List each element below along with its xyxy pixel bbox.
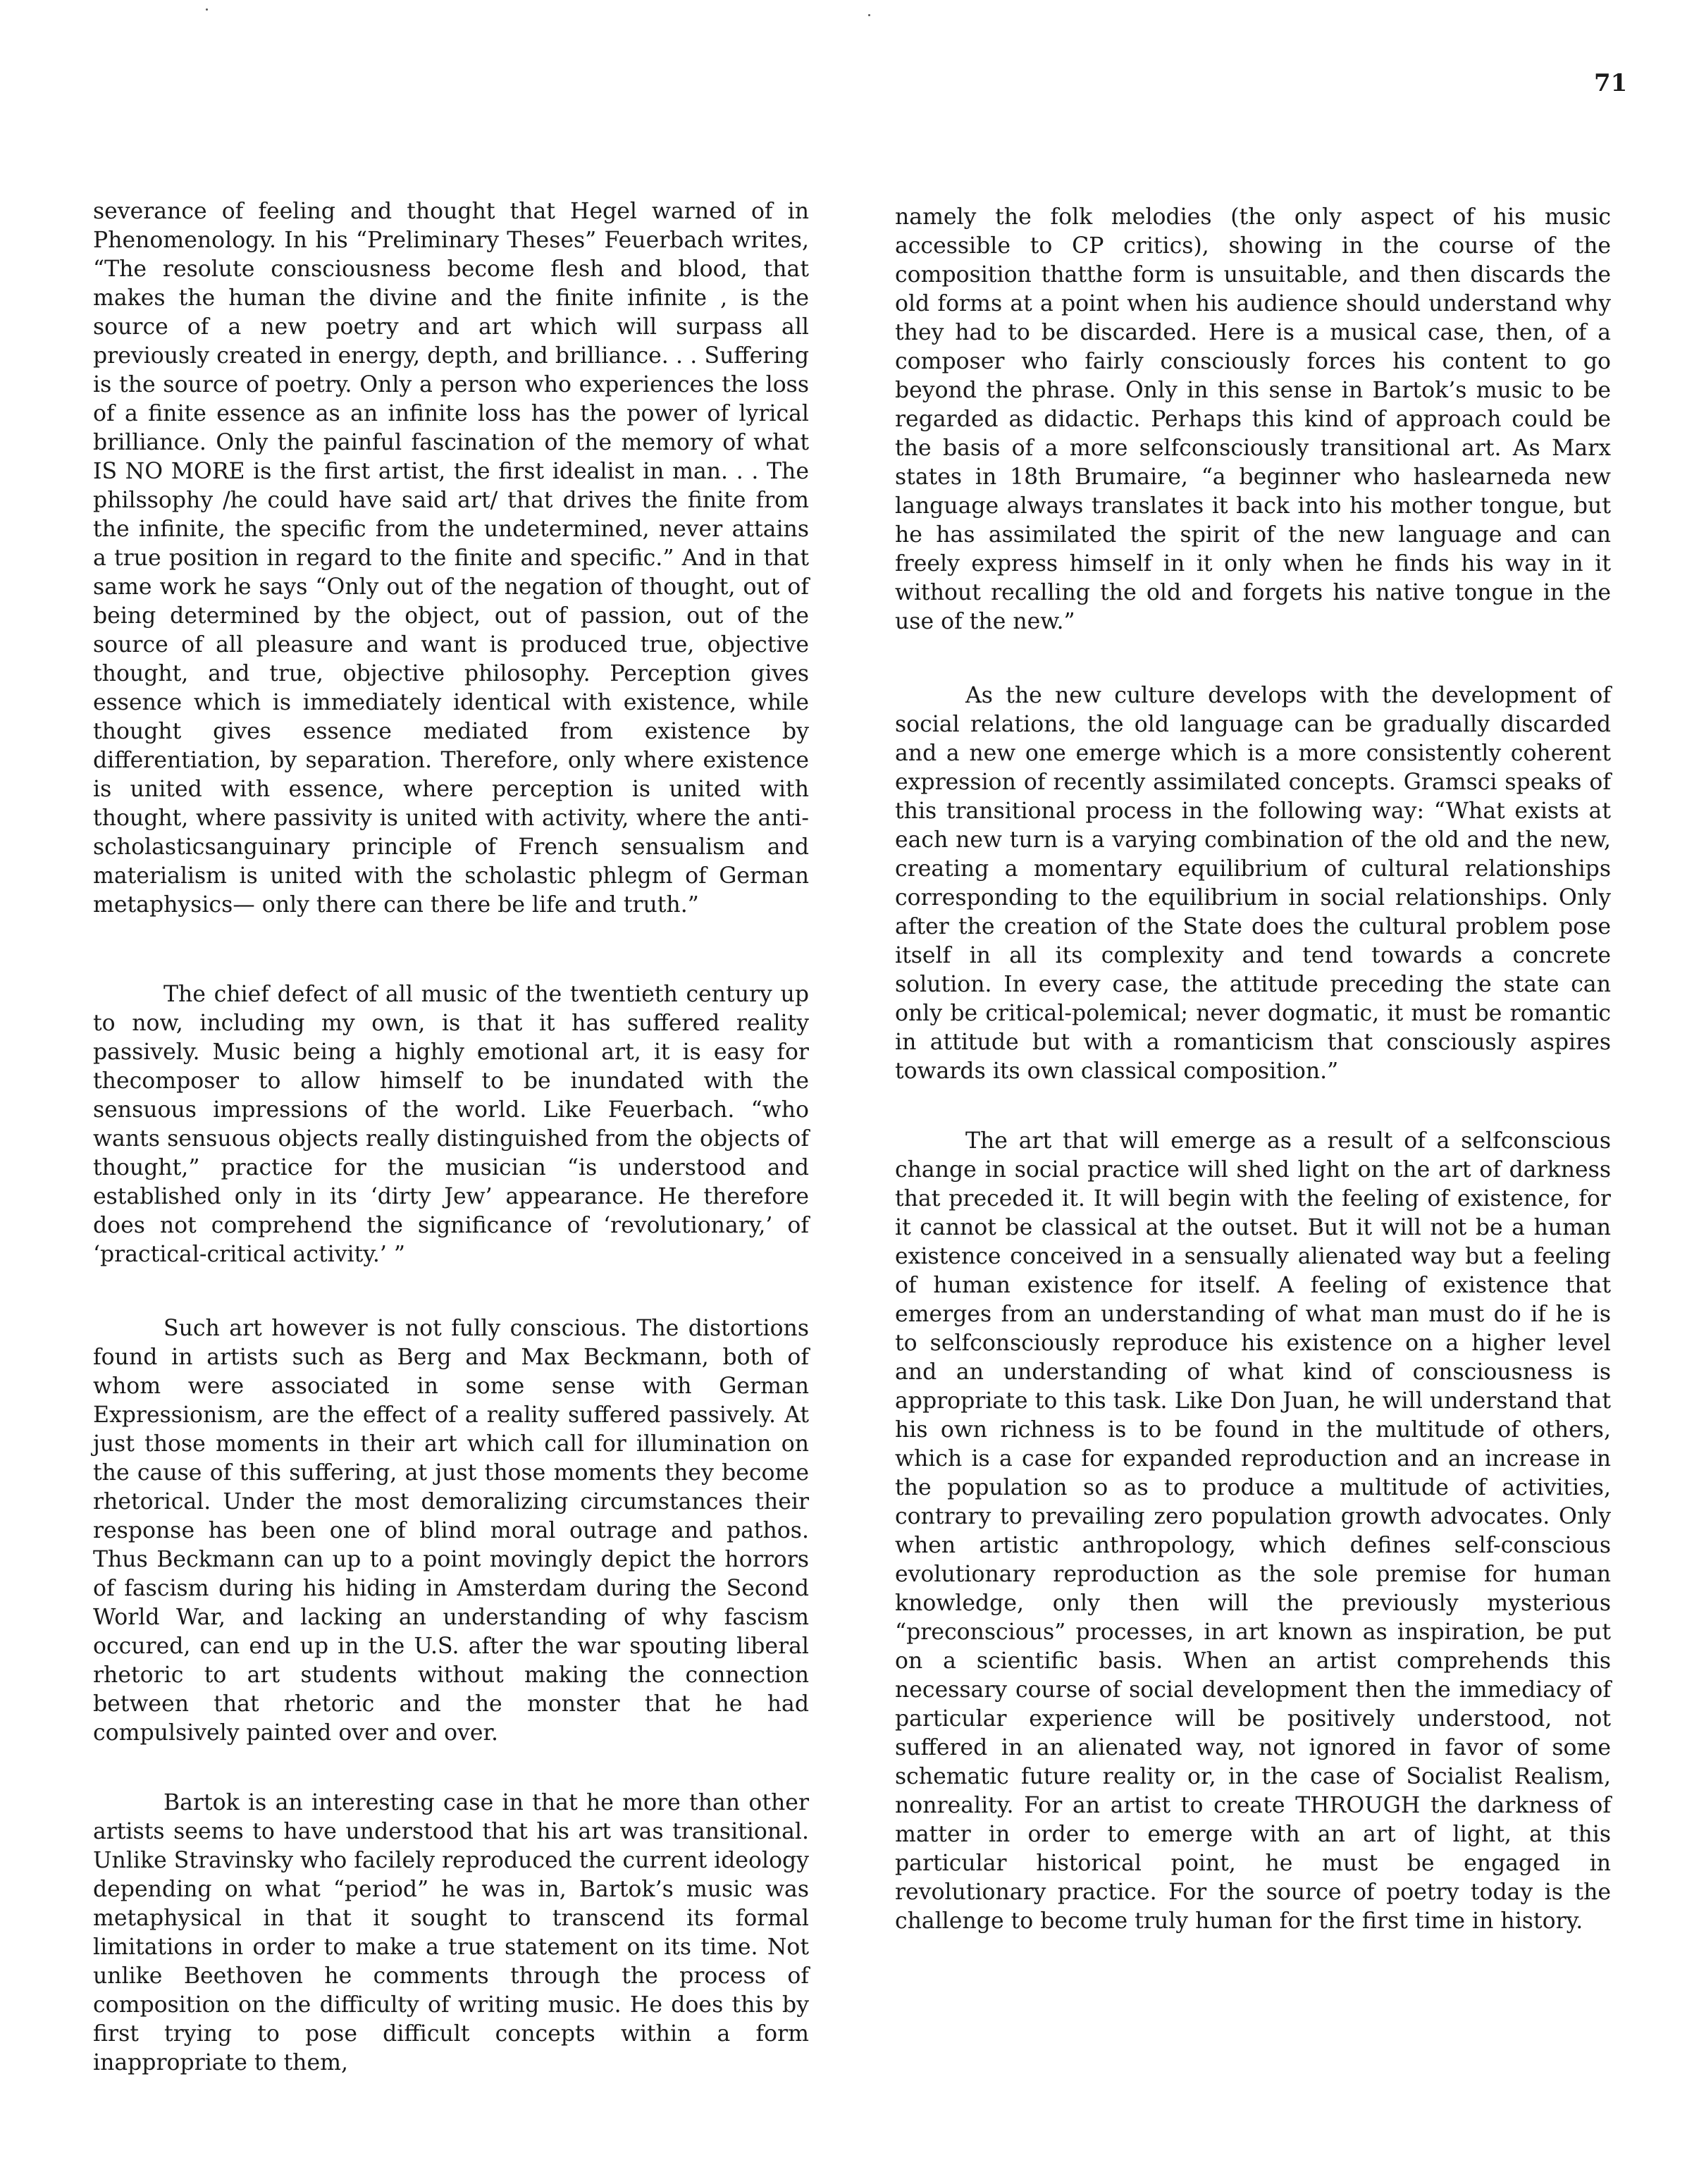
paragraph: As the new culture develops with the development of social relations, the old language can be gradually discarded and a new one emerge which is a more consistently coherent expression of recently assimilated concepts. Gramsci speaks of this transitional process in the following way: “What exists at each new turn is a varying combination of the old and the new, creating a momentary equilibrium of cultural relationships corresponding to the equilibrium in social relationships. Only after the creation of the State does the cultural problem pose itself in all its complexity and tend towards a concrete solution. In every case, the attitude preceding the state can only be critical-polemical; never dogmatic, it must be romantic in attitude but with a romanticism that consciously aspires towards its own classical composition.” — [895, 683, 1611, 1084]
paragraph: namely the folk melodies (the only aspect of his music accessible to CP critics), showing in the course of the composition thatthe form is unsuitable, and then discards the old forms at a point when his audience should understand why they had to be discarded. Here is a musical case, then, of a composer who fairly consciously forces his content to go beyond the phrase. Only in this sense in Bartok’s music to be regarded as didactic. Perhaps this kind of approach could be the basis of a more selfconsciously transitional art. As Marx states in 18th Brumaire, “a beginner who haslearneda new language always translates it back into his mother tongue, but he has assimilated the spirit of the new language and can freely express himself in it only when he finds his way in it without recalling the old and forgets his native tongue in the use of the new.” — [895, 204, 1611, 634]
scan-speck — [206, 8, 208, 11]
right-column — [895, 203, 1611, 1936]
scan-speck — [868, 14, 870, 16]
paragraph: Such art however is not fully conscious. The distortions found in artists such as Berg and Max Beckmann, both of whom were associated in some sense with German Expressionism, are the effect of a reality suffered passively. At just those moments in their art which call for illumination on the cause of this suffering, at just those moments they become rhetorical. Under the most demoralizing circumstances their response has been one of blind moral outrage and pathos. Thus Beckmann can up to a point movingly depict the horrors of fascism during his hiding in Amsterdam during the Second World War, and lacking an understanding of why fascism occured, can end up in the U.S. after the war spouting liberal rhetoric to art students without making the connection between that rhetoric and the monster that he had compulsively painted over and over. — [93, 1316, 809, 1746]
paragraph: Bartok is an interesting case in that he more than other artists seems to have understood that his art was transitional. Unlike Stravinsky who facilely reproduced the current ideology depending on what “period” he was in, Bartok’s music was metaphysical in that it sought to transcend its formal limitations in order to make a true statement on its time. Not unlike Beethoven he comments through the process of composition on the difficulty of writing music. He does this by first trying to pose difficult concepts within a form inappropriate to them, — [93, 1790, 809, 2075]
left-column — [93, 197, 809, 2078]
page-number: 71 — [1594, 69, 1628, 97]
paragraph: severance of feeling and thought that Hegel warned of in Phenomenology. In his “Preliminary Theses” Feuerbach writes, “The resolute consciousness become flesh and blood, that makes the human the divine and the finite infinite , is the source of a new poetry and art which will surpass all previously created in energy, depth, and brilliance. . . Suffering is the source of poetry. Only a person who experiences the loss of a finite essence as an infinite loss has the power of lyrical brilliance. Only the painful fascination of the memory of what IS NO MORE is the first artist, the first idealist in man. . . The philssophy /he could have said art/ that drives the finite from the infinite, the specific from the undetermined, never attains a true position in regard to the finite and specific.” And in that same work he says “Only out of the negation of thought, out of being determined by the object, out of passion, out of the source of all pleasure and want is produced true, objective thought, and true, objective philosophy. Perception gives essence which is immediately identical with existence, while thought gives essence mediated from existence by differentiation, by separation. Therefore, only where existence is united with essence, where perception is united with thought, where passivity is united with activity, where the anti-scholasticsanguinary principle of French sensualism and materialism is united with the scholastic phlegm of German metaphysics— only there can there be life and truth.” — [93, 199, 809, 918]
paragraph: The art that will emerge as a result of a selfconscious change in social practice will shed light on the art of darkness that preceded it. It will begin with the feeling of existence, for it cannot be classical at the outset. But it will not be a human existence conceived in a sensually alienated way but a feeling of human existence for itself. A feeling of existence that emerges from an understanding of what man must do if he is to selfconsciously reproduce his existence on a higher level and an understanding of what kind of consciousness is appropriate to this task. Like Don Juan, he will understand that his own richness is to be found in the multitude of others, which is a case for expanded reproduction and an increase in the population so as to produce a multitude of activities, contrary to prevailing zero population growth advocates. Only when artistic anthropology, which defines self-conscious evolutionary reproduction as the sole premise for human knowledge, only then will the previously mysterious “preconscious” processes, in art known as inspiration, be put on a scientific basis. When an artist comprehends this necessary course of social development then the immediacy of particular experience will be positively understood, not suffered in an alienated way, not ignored in favor of some schematic future reality or, in the case of Socialist Realism, nonreality. For an artist to create THROUGH the darkness of matter in order to emerge with an art of light, at this particular historical point, he must be engaged in revolutionary practice. For the source of poetry today is the challenge to become truly human for the first time in history. — [895, 1128, 1611, 1934]
paragraph: The chief defect of all music of the twentieth century up to now, including my own, is that it has suffered reality passively. Music being a highly emotional art, it is easy for thecomposer to allow himself to be inundated with the sensuous impressions of the world. Like Feuerbach. “who wants sensuous objects really distinguished from the objects of thought,” practice for the musician “is understood and established only in its ‘dirty Jew’ appearance. He therefore does not comprehend the significance of ‘revolutionary,’ of ‘practical-critical activity.’ ” — [93, 982, 809, 1267]
